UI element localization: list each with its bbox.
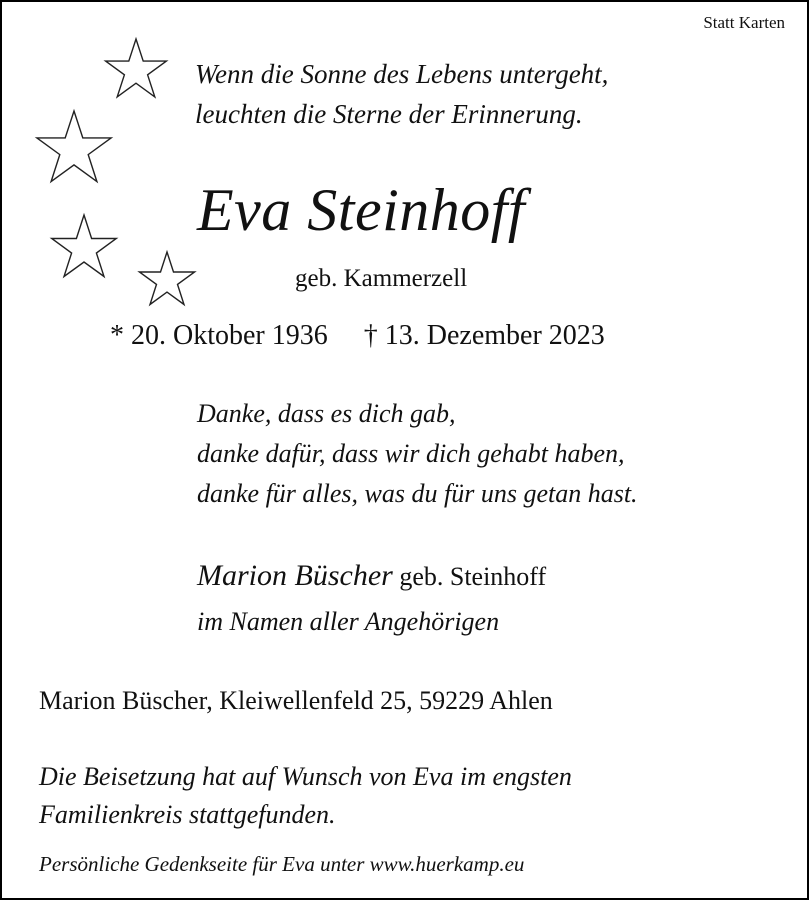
motto-line: Wenn die Sonne des Lebens untergeht, — [195, 59, 609, 89]
burial-line: Die Beisetzung hat auf Wunsch von Eva im engsten — [39, 762, 572, 791]
thanks-line: danke dafür, dass wir dich gehabt haben, — [197, 439, 625, 468]
star-icon — [103, 38, 169, 104]
motto-line: leuchten die Sterne der Erinnerung. — [195, 99, 583, 129]
burial-line: Familienkreis stattgefunden. — [39, 800, 336, 829]
signer-maiden-name: geb. Steinhoff — [399, 562, 547, 591]
life-dates — [110, 320, 605, 352]
deceased-maiden-name: geb. Kammerzell — [295, 265, 468, 292]
signer — [197, 559, 546, 593]
star-icon — [49, 214, 119, 284]
thanks-line: Danke, dass es dich gab, — [197, 399, 456, 428]
star-icon — [137, 251, 197, 311]
birth-date: * 20. Oktober 1936 — [110, 320, 328, 351]
signer-on-behalf: im Namen aller Angehörigen — [197, 607, 500, 636]
burial-note — [39, 758, 572, 834]
star-icon — [34, 110, 114, 190]
statt-karten-label: Statt Karten — [703, 13, 785, 32]
death-date: † 13. Dezember 2023 — [363, 320, 605, 351]
memorial-motto — [195, 54, 608, 134]
thanks-verse — [197, 394, 638, 514]
deceased-name: Eva Steinhoff — [197, 177, 526, 243]
memorial-website-link[interactable]: Persönliche Gedenkseite für Eva unter www.huerkamp.eu — [39, 852, 525, 876]
contact-address: Marion Büscher, Kleiwellenfeld 25, 59229 Ahlen — [39, 686, 553, 715]
thanks-line: danke für alles, was du für uns getan hast. — [197, 479, 638, 508]
signer-name: Marion Büscher — [197, 559, 393, 592]
